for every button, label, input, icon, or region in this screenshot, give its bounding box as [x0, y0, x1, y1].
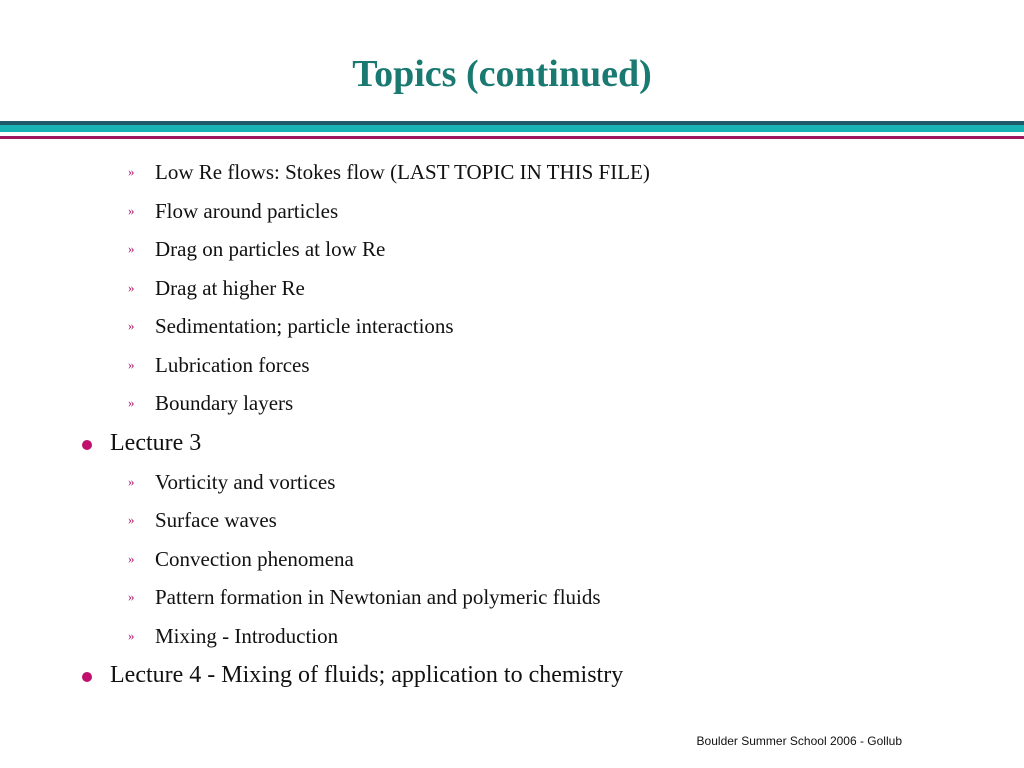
slide-title: Topics (continued) [352, 53, 652, 95]
chevron-bullet-icon: » [128, 550, 135, 566]
list-item [0, 233, 1024, 272]
list-item [0, 310, 1024, 349]
subtopic-text: Sedimentation; particle interactions [155, 314, 454, 338]
list-item [0, 620, 1024, 659]
subtopic-text: Low Re flows: Stokes flow (LAST TOPIC IN THIS FILE) [155, 160, 650, 184]
subtopic-text: Drag at higher Re [155, 275, 305, 300]
header-rule-magenta [0, 136, 1024, 139]
round-bullet-icon [82, 672, 92, 682]
subtopic-text: Lubrication forces [155, 352, 310, 377]
chevron-bullet-icon: » [128, 164, 135, 179]
chevron-bullet-icon: » [128, 241, 135, 256]
round-bullet-icon [82, 440, 92, 450]
chevron-bullet-icon: » [128, 395, 135, 410]
chevron-bullet-icon: » [128, 318, 135, 333]
list-item [0, 504, 1024, 543]
subtopic-text: Boundary layers [155, 391, 294, 415]
subtopic-text: Drag on particles at low Re [155, 237, 386, 261]
slide-footer: Boulder Summer School 2006 - Gollub [696, 734, 902, 748]
lecture-label: Lecture 4 - Mixing of fluids; application to chemistry [110, 662, 624, 688]
subtopic-text: Vorticity and vortices [155, 469, 336, 494]
subtopic-text: Pattern formation in Newtonian and polymeric fluids [155, 585, 601, 609]
subtopic-text: Convection phenomena [155, 546, 354, 571]
topic-list [0, 156, 1024, 698]
lecture-heading [0, 426, 1024, 466]
chevron-bullet-icon: » [128, 512, 135, 527]
subtopic-text: Flow around particles [155, 198, 339, 223]
list-item [0, 272, 1024, 311]
chevron-bullet-icon: » [128, 202, 135, 218]
list-item [0, 349, 1024, 388]
chevron-bullet-icon: » [128, 473, 135, 489]
chevron-bullet-icon: » [128, 279, 135, 295]
subtopic-text: Surface waves [155, 508, 277, 532]
subtopic-text: Mixing - Introduction [155, 623, 339, 648]
list-item [0, 581, 1024, 620]
list-item [0, 466, 1024, 505]
lecture-heading [0, 658, 1024, 698]
chevron-bullet-icon: » [128, 356, 135, 372]
list-item [0, 195, 1024, 234]
list-item [0, 156, 1024, 195]
chevron-bullet-icon: » [128, 627, 135, 643]
chevron-bullet-icon: » [128, 589, 135, 604]
list-item [0, 387, 1024, 426]
lecture-label: Lecture 3 [110, 429, 202, 456]
list-item [0, 543, 1024, 582]
header-rule-teal [0, 125, 1024, 132]
